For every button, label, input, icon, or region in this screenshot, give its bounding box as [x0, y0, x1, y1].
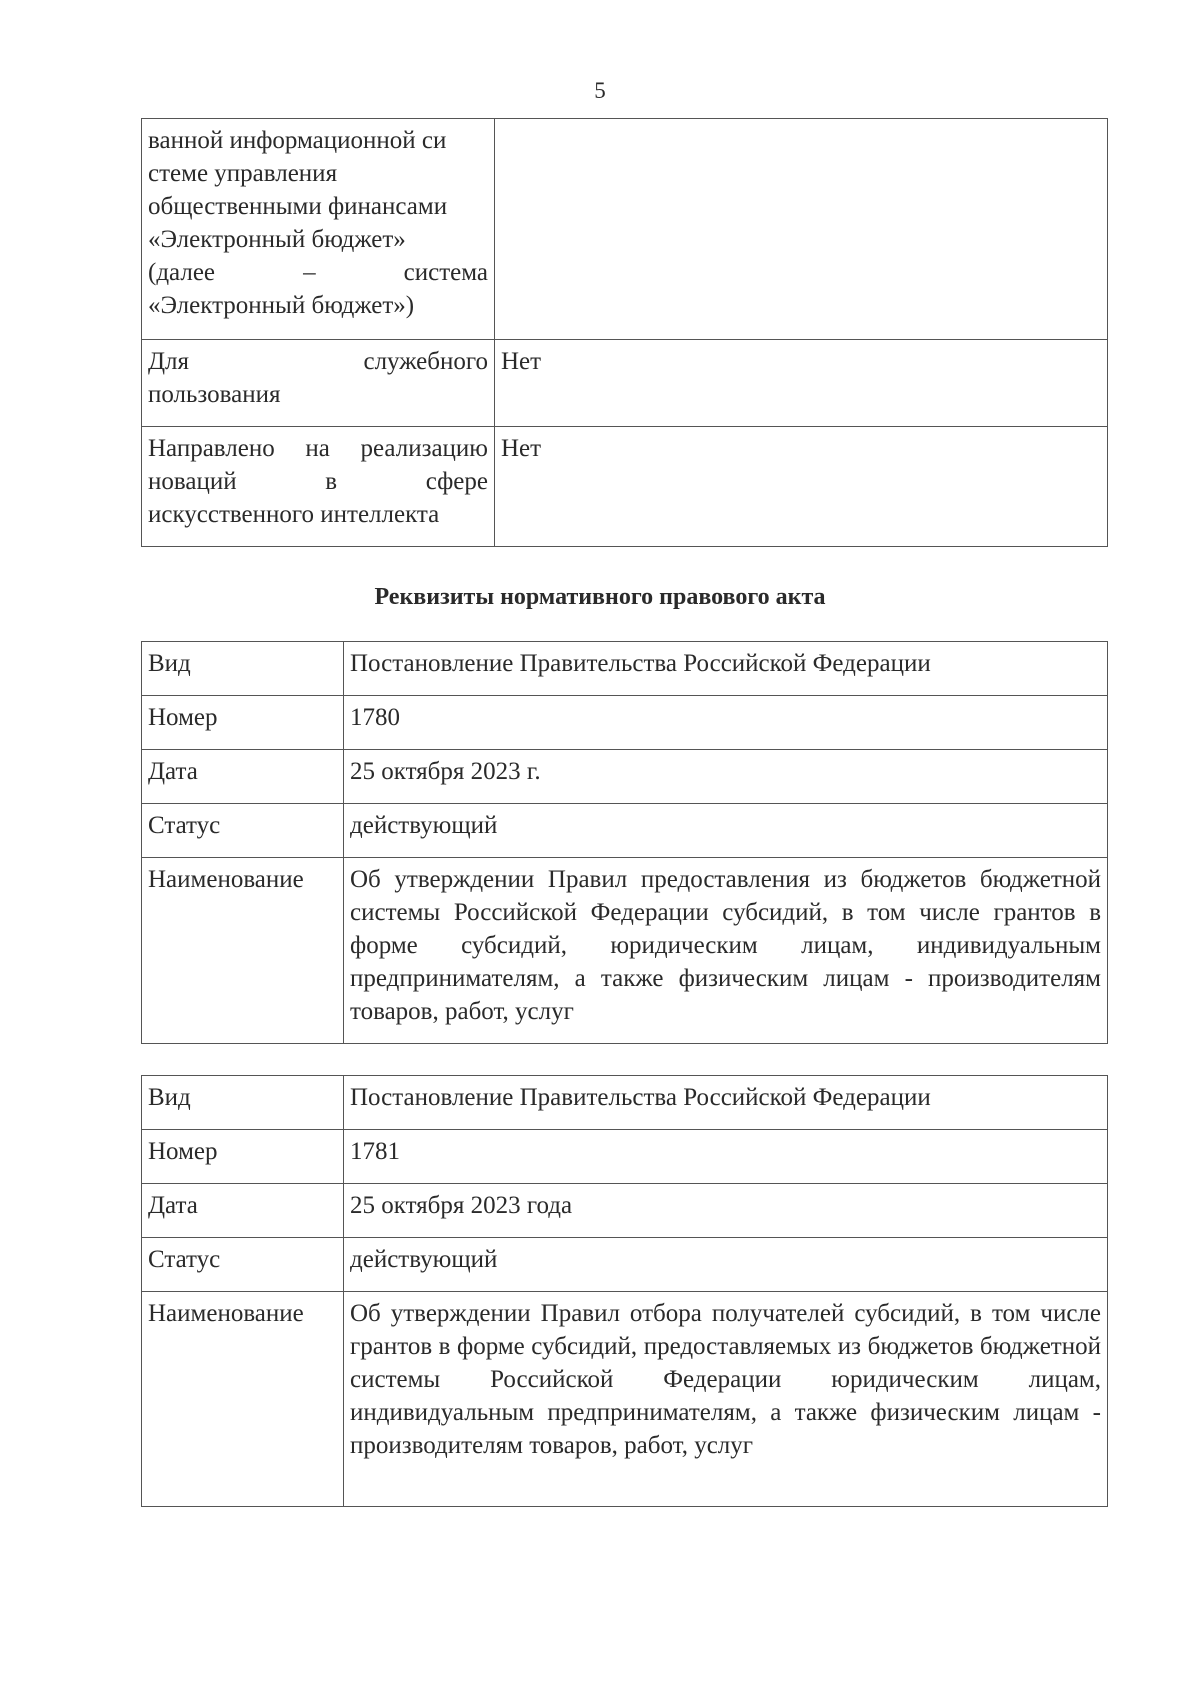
value-cell: Нет — [495, 427, 1108, 547]
label-line: пользования — [148, 381, 281, 408]
table-row — [142, 340, 1108, 427]
label-line: «Электронный бюджет») — [148, 292, 415, 319]
value-cell: Нет — [495, 340, 1108, 427]
act-name: Об утверждении Правил отбора получателей субсидий, в том числе грантов в форме субсидий, предоставляемых из бюджетов бюджетной системы Российской Федерации юридическим лицам, индивидуальным предпринимателям, а также физическим лицам - производителям товаров, работ, услуг — [344, 1292, 1108, 1507]
table-row — [142, 804, 1108, 858]
section-title: Реквизиты нормативного правового акта — [374, 584, 826, 610]
act-kind: Постановление Правительства Российской Федерации — [344, 1076, 1108, 1130]
act-number: 1780 — [344, 696, 1108, 750]
act-status: действующий — [344, 804, 1108, 858]
label-cell — [142, 427, 495, 547]
table-row — [142, 1184, 1108, 1238]
act-date: 25 октября 2023 г. — [344, 750, 1108, 804]
table-row — [142, 119, 1108, 340]
field-label: Дата — [142, 1184, 344, 1238]
field-label: Номер — [142, 696, 344, 750]
field-label: Вид — [142, 1076, 344, 1130]
table-row — [142, 750, 1108, 804]
field-label: Наименование — [142, 858, 344, 1044]
field-label: Наименование — [142, 1292, 344, 1507]
field-label: Дата — [142, 750, 344, 804]
act-table — [141, 1075, 1108, 1507]
page-number: 5 — [594, 78, 606, 103]
act-number: 1781 — [344, 1130, 1108, 1184]
value-cell — [495, 119, 1108, 340]
label-line: Для служебного — [148, 348, 488, 375]
label-line: ванной информационной си — [148, 127, 447, 154]
label-line: общественными финансами — [148, 193, 448, 220]
field-label: Вид — [142, 642, 344, 696]
table-row — [142, 1292, 1108, 1507]
label-line: (далее – система — [148, 259, 488, 286]
info-table — [141, 118, 1108, 547]
table-row — [142, 642, 1108, 696]
label-line: новаций в сфере — [148, 468, 488, 495]
table-row — [142, 858, 1108, 1044]
label-line: Направлено на реализацию — [148, 435, 488, 462]
label-line: стеме управления — [148, 160, 338, 187]
field-label: Номер — [142, 1130, 344, 1184]
label-line: искусственного интеллекта — [148, 501, 440, 528]
act-date: 25 октября 2023 года — [344, 1184, 1108, 1238]
table-row — [142, 1130, 1108, 1184]
act-table — [141, 641, 1108, 1044]
act-kind: Постановление Правительства Российской Федерации — [344, 642, 1108, 696]
table-row — [142, 427, 1108, 547]
field-label: Статус — [142, 1238, 344, 1292]
label-cell — [142, 119, 495, 340]
label-line: «Электронный бюджет» — [148, 226, 406, 253]
act-status: действующий — [344, 1238, 1108, 1292]
table-row — [142, 1238, 1108, 1292]
table-row — [142, 1076, 1108, 1130]
field-label: Статус — [142, 804, 344, 858]
label-cell — [142, 340, 495, 427]
table-row — [142, 696, 1108, 750]
act-name: Об утверждении Правил предоставления из бюджетов бюджетной системы Российской Федерации субсидий, в том числе грантов в форме субсидий, юридическим лицам, индивидуальным предпринимателям, а также физическим лицам - производителям товаров, работ, услуг — [344, 858, 1108, 1044]
